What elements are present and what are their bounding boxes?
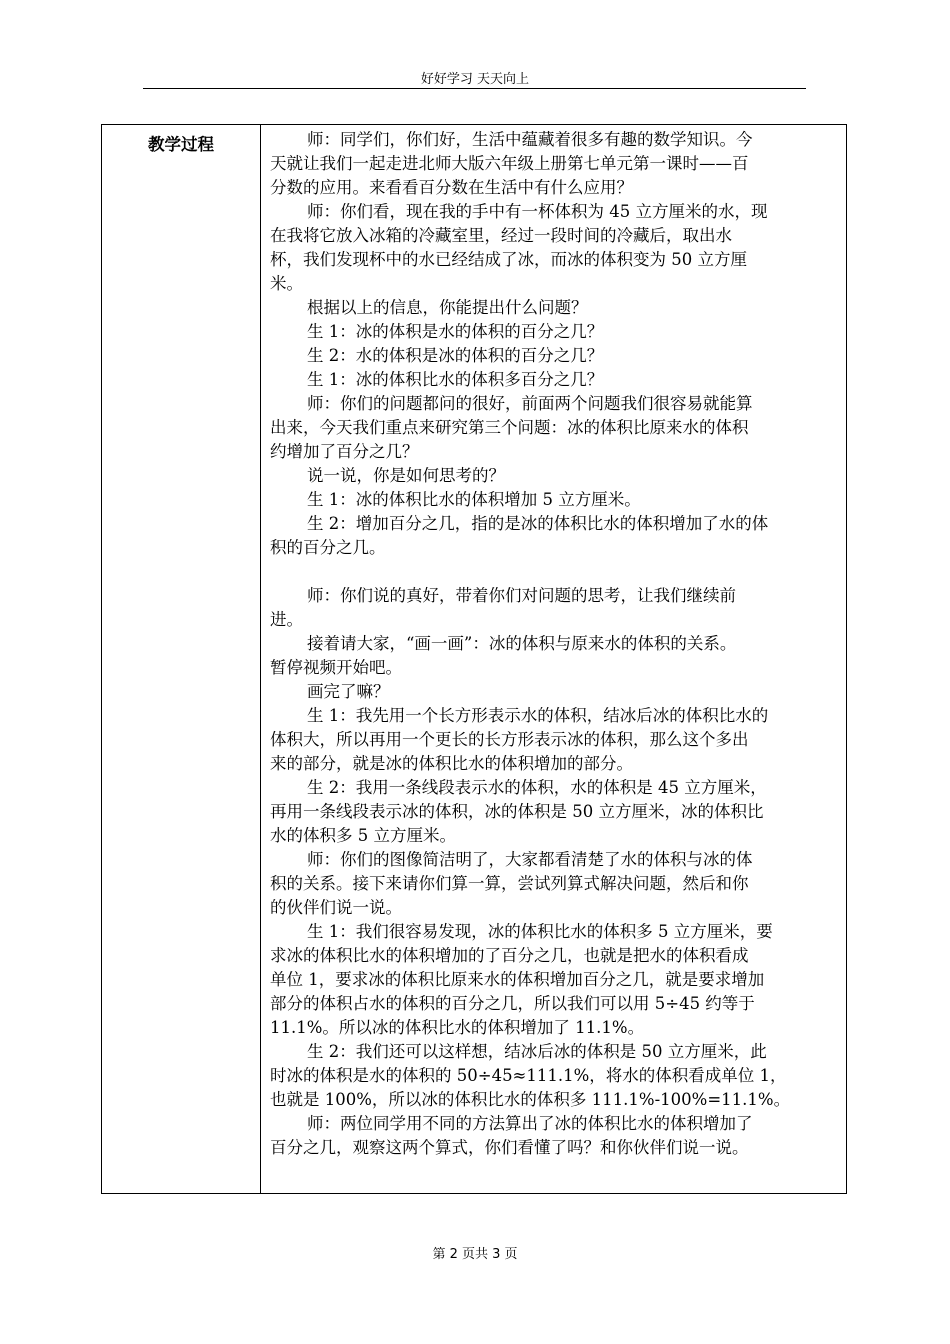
text-line: 11.1%。所以冰的体积比水的体积增加了 11.1%。 (270, 1018, 645, 1037)
text-line: 来的部分，就是冰的体积比水的体积增加的部分。 (270, 754, 633, 773)
text-line: 水的体积多 5 立方厘米。 (270, 826, 456, 845)
text-line: 师：同学们，你们好，生活中蕴藏着很多有趣的数学知识。今 (307, 130, 753, 149)
text-line: 单位 1，要求冰的体积比原来水的体积增加百分之几，就是要求增加 (270, 970, 765, 989)
text-line: 百分之几，观察这两个算式，你们看懂了吗？和你伙伴们说一说。 (270, 1138, 749, 1157)
text-line: 根据以上的信息，你能提出什么问题？ (307, 298, 588, 317)
text-line: 杯，我们发现杯中的水已经结成了冰，而冰的体积变为 50 立方厘 (270, 250, 747, 269)
text-line: 师：你们说的真好，带着你们对问题的思考，让我们继续前 (307, 586, 736, 605)
text-line: 生 1：冰的体积比水的体积增加 5 立方厘米。 (307, 490, 641, 509)
text-line: 师：两位同学用不同的方法算出了冰的体积比水的体积增加了 (307, 1114, 753, 1133)
text-line: 出来，今天我们重点来研究第三个问题：冰的体积比原来水的体积 (270, 418, 749, 437)
text-line: 约增加了百分之几？ (270, 442, 419, 461)
text-line: 生 1：我先用一个长方形表示水的体积，结冰后冰的体积比水的 (307, 706, 769, 725)
text-line: 部分的体积占水的体积的百分之几，所以我们可以用 5÷45 约等于 (270, 994, 755, 1013)
text-line: 生 1：冰的体积比水的体积多百分之几？ (307, 370, 604, 389)
text-line: 在我将它放入冰箱的冷藏室里，经过一段时间的冷藏后，取出水 (270, 226, 732, 245)
text-line: 生 2：我们还可以这样想，结冰后冰的体积是 50 立方厘米，此 (307, 1042, 767, 1061)
text-line: 也就是 100%，所以冰的体积比水的体积多 111.1%-100%=11.1%。 (270, 1090, 791, 1109)
text-line: 生 2：水的体积是冰的体积的百分之几？ (307, 346, 604, 365)
text-line: 天就让我们一起走进北师大版六年级上册第七单元第一课时——百 (270, 154, 749, 173)
text-line: 生 2：增加百分之几，指的是冰的体积比水的体积增加了水的体 (307, 514, 769, 533)
lesson-content (270, 128, 842, 1160)
text-line: 再用一条线段表示冰的体积，冰的体积是 50 立方厘米，冰的体积比 (270, 802, 764, 821)
text-line (270, 560, 842, 584)
text-line: 的伙伴们说一说。 (270, 898, 402, 917)
text-line: 时冰的体积是水的体积的 50÷45≈111.1%，将水的体积看成单位 1， (270, 1066, 787, 1085)
section-label: 教学过程 (148, 135, 214, 154)
text-line: 暂停视频开始吧。 (270, 658, 402, 677)
text-line: 积的关系。接下来请你们算一算，尝试列算式解决问题，然后和你 (270, 874, 749, 893)
text-line: 生 1：我们很容易发现，冰的体积比水的体积多 5 立方厘米，要 (307, 922, 773, 941)
text-line: 体积大，所以再用一个更长的长方形表示冰的体积，那么这个多出 (270, 730, 749, 749)
header-rule (143, 88, 806, 89)
text-line: 生 1：冰的体积是水的体积的百分之几？ (307, 322, 604, 341)
text-line: 说一说，你是如何思考的？ (307, 466, 505, 485)
text-line: 生 2：我用一条线段表示水的体积，水的体积是 45 立方厘米， (307, 778, 767, 797)
text-line: 师：你们的问题都问的很好，前面两个问题我们很容易就能算 (307, 394, 753, 413)
text-line: 画完了嘛？ (307, 682, 390, 701)
text-line: 进。 (270, 610, 303, 629)
page-footer: 第 2 页共 3 页 (432, 1247, 518, 1262)
text-line: 积的百分之几。 (270, 538, 386, 557)
lesson-table (101, 124, 847, 1194)
text-line: 师：你们的图像简洁明了，大家都看清楚了水的体积与冰的体 (307, 850, 753, 869)
text-line: 分数的应用。来看看百分数在生活中有什么应用？ (270, 178, 633, 197)
column-divider (260, 125, 261, 1193)
text-line: 师：你们看，现在我的手中有一杯体积为 45 立方厘米的水，现 (307, 202, 768, 221)
text-line: 米。 (270, 274, 303, 293)
text-line: 求冰的体积比水的体积增加的了百分之几，也就是把水的体积看成 (270, 946, 749, 965)
page-header: 好好学习 天天向上 (420, 72, 530, 87)
text-line: 接着请大家，“画一画”：冰的体积与原来水的体积的关系。 (307, 634, 737, 653)
